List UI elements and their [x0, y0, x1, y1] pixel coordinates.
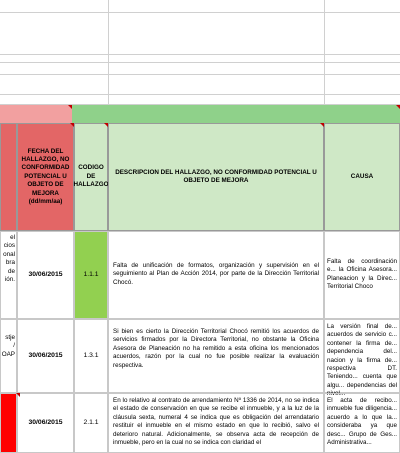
comment-marker: [68, 105, 72, 109]
date-cell: 30/06/2015: [17, 231, 74, 319]
table-row: [0, 231, 400, 319]
causa-cell: El acta de recibo... inmueble fue diligencia... acuerdo a lo que la... consideraba ya que desc... Grupo de Ges... Administrativa...: [324, 393, 400, 453]
section-band-green: [72, 105, 400, 123]
causa-cell: La versión final de... acuerdos de servicio c... contener la firma de... dependencia del... nacion y la firma de... respectiva DT. Teniendo... cuenta que algu... dependencias del nivel...: [324, 319, 400, 393]
description-cell: Si bien es cierto la Dirección Territorial Chocó remitió los acuerdos de servicios firmados por la Directora Territorial, no obstante la Oficina Asesora de Planeación no ha remitido a esta oficina los mencionados acuerdos, razón por la cual no fue posible realizar la evaluación respectiva.: [108, 319, 324, 393]
description-cell: En lo relativo al contrato de arrendamiento Nº 1336 de 2014, no se indica el estado de conservación en que se recibe el inmueble, y a la luz de la cláusula sexta, numeral 4 se indica que es obligación del arrendatario restituir el inmueble en el mismo estado en que lo recibió, salvo el deterioro natural. Adicionalmente, se observa acta de recepción de inmueble, pero en la cual no se indica con claridad el: [108, 393, 324, 453]
description-cell: Falta de unificación de formatos, organización y supervisión en el seguimiento al Plan de Acción 2014, por parte de la Dirección Territorial Chocó.: [108, 231, 324, 319]
code-cell: 2.1.1: [74, 393, 108, 453]
comment-marker: [70, 123, 74, 127]
header-fecha: FECHA DEL HALLAZGO, NO CONFORMIDAD POTENCIAL U OBJETO DE MEJORA (dd/mm/aa): [17, 123, 74, 231]
date-cell: 30/06/2015: [17, 393, 74, 453]
table-row: [0, 393, 400, 453]
comment-marker: [16, 393, 20, 397]
grid-line: [0, 94, 400, 95]
grid-line: [324, 0, 325, 104]
grid-line: [0, 54, 400, 55]
comment-marker: [104, 123, 108, 127]
left-cell: [0, 393, 17, 453]
grid-line: [0, 74, 400, 75]
left-cell: el cios onal bra de ión.: [0, 231, 17, 319]
code-cell: 1.3.1: [74, 319, 108, 393]
header-descripcion: DESCRIPCION DEL HALLAZGO, NO CONFORMIDAD POTENCIAL U OBJETO DE MEJORA: [108, 123, 324, 231]
grid-line: [0, 62, 400, 63]
header-cell-truncated: [0, 123, 17, 231]
comment-marker: [396, 105, 400, 109]
causa-cell: Falta de coordinación e... la Oficina Asesora... Planeacion y la Direc... Territorial Choco: [324, 231, 400, 319]
header-codigo: CODIGO DE HALLAZGO: [74, 123, 108, 231]
code-cell: 1.1.1: [74, 231, 108, 319]
table-row: [0, 319, 400, 398]
grid-line: [0, 12, 400, 13]
grid-line: [108, 0, 109, 104]
comment-marker: [320, 123, 324, 127]
date-cell: 30/06/2015: [17, 319, 74, 393]
section-band-red: [0, 105, 72, 123]
left-cell: stje / OAP: [0, 319, 17, 393]
header-causa: CAUSA: [324, 123, 400, 231]
